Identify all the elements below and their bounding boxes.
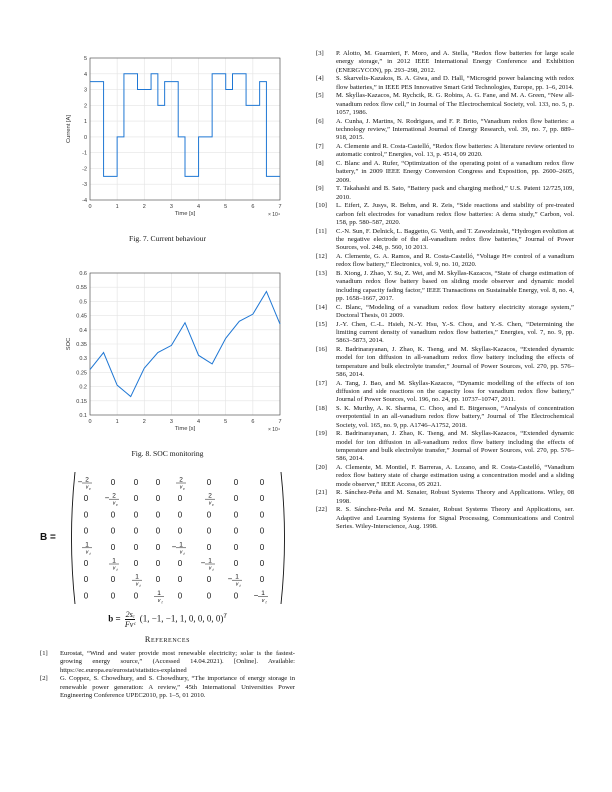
matrix-minus: −: [104, 493, 110, 503]
x-tick-label: 1: [115, 419, 119, 425]
matrix-frac-num: 1: [261, 589, 265, 597]
figure-8: [40, 265, 295, 458]
matrix-frac-num: 1: [208, 557, 212, 565]
matrix-frac-num: 1: [135, 573, 139, 581]
reference-item: [22] R. S. Sánchez-Peña and M. Sznaier, Robust Systems Theory and Applications, ser. Adaptive and Learning Systems for Signal Processing, Communications and Control Series. Wiley-Interscience, Aug. 1998.: [316, 506, 574, 530]
matrix-cell: 0: [155, 559, 161, 568]
matrix-left-paren: [72, 472, 76, 604]
matrix-frac-num: 2: [179, 476, 183, 484]
matrix-cell: 0: [206, 510, 212, 520]
reference-item: [10] L. Eifert, Z. Jusys, R. Behm, and R. Zeis, “Side reactions and stability of pre-treated carbon felt electrodes for vanadium redox flow batteries: A dems study,” Carbon, vol. 158, pp. 580–587, 2020.: [316, 202, 574, 226]
matrix-frac-den: v: [179, 484, 183, 491]
matrix-cell: 0: [259, 575, 265, 585]
reference-item: [21] R. Sánchez-Peña and M. Sznaier, Robust Systems Theory and Applications. Wiley, 08 1998.: [316, 489, 574, 505]
y-tick-label: -2: [82, 166, 87, 173]
matrix-frac-num: 2: [112, 492, 116, 500]
reference-item: [4] S. Skarvelis-Kazakos, B. A. Giwa, and D. Hall, “Microgrid power balancing with redox flow batteries,” in IEEE PES Innovative Smart Grid Technologies, Europe, pp. 1–6, 2014.: [316, 75, 574, 91]
matrix-cell: 0: [233, 478, 239, 487]
b-vector-lhs: b =: [108, 613, 121, 624]
matrix-frac-den: v: [235, 581, 239, 588]
matrix-cell: 0: [233, 510, 239, 520]
matrix-frac-sub: c: [183, 487, 185, 491]
matrix-cell: 0: [259, 494, 265, 504]
x-tick-label: 5: [224, 419, 228, 425]
x-tick-label: 5: [224, 204, 228, 210]
matrix-frac-sub: c: [212, 503, 214, 508]
figure-7: [40, 50, 295, 243]
matrix-minus: −: [77, 477, 83, 487]
matrix-cell: 0: [83, 559, 89, 568]
y-tick-label: -3: [82, 182, 87, 189]
y-axis-label: SOC: [66, 337, 72, 351]
matrix-frac-den: v: [135, 581, 139, 588]
matrix-frac-num: 1: [157, 589, 161, 597]
matrix-cell: 0: [206, 478, 212, 487]
matrix-cell: 0: [133, 510, 139, 520]
y-tick-label: 0.45: [76, 313, 87, 320]
reference-item: [6] A. Cunha, J. Martins, N. Rodrigues, and F. P. Brito, “Vanadium redox flow batteries: a technology review,” International Journal of Energy Research, vol. 39, no. 7, pp. 889–918, 2015.: [316, 117, 574, 142]
matrix-frac-num: 1: [85, 541, 89, 549]
matrix-cell: 0: [110, 542, 116, 552]
reference-item: [2] G. Coppez, S. Chowdhury, and S. Chowdhury, “The importance of energy storage in renewable power generation: A review,” 45th International Universities Power Engineering Conference UPEC2010, pp. 1–5, 01 2010.: [40, 675, 295, 700]
matrix-cell: 0: [177, 591, 183, 601]
matrix-cell: 0: [177, 559, 183, 568]
matrix-frac-den: v: [112, 565, 116, 572]
matrix-frac-den: v: [157, 597, 161, 604]
b-vector-frac-num: 2sₑ: [125, 610, 135, 619]
matrix-cell: 0: [133, 526, 139, 536]
matrix-cell: 0: [155, 478, 161, 487]
y-tick-label: 0.3: [79, 356, 87, 363]
y-tick-label: 2: [83, 103, 87, 110]
matrix-frac-den: v: [85, 484, 89, 491]
matrix-cell: 0: [233, 526, 239, 536]
reference-item: [12] A. Clemente, G. A. Ramos, and R. Costa-Castelló, “Voltage H∞ control of a vanadium redox flow battery,” Electronics, vol. 9, no. 10, 2020.: [316, 252, 574, 269]
reference-item: [19] R. Badrinarayanan, J. Zhao, K. Tseng, and M. Skyllas-Kazacos, “Extended dynamic model for ion diffusion in all-vanadium redox flow battery including the effects of temperature and bulk electrolyte transfer,” Journal of Power Sources, vol. 270, pp. 576–586, 2014.: [316, 430, 574, 463]
y-tick-label: 0.55: [76, 285, 87, 292]
y-tick-label: 0: [83, 134, 87, 141]
y-tick-label: 0.6: [79, 271, 87, 277]
matrix-frac-sub: t: [89, 551, 91, 556]
x-axis-multiplier: × 10⁴: [267, 212, 280, 218]
matrix-cell: 0: [233, 542, 239, 552]
matrix-frac-sub: t: [161, 600, 163, 605]
matrix-frac-sub: t: [212, 568, 214, 572]
y-tick-label: 0.2: [79, 384, 87, 391]
x-tick-label: 0: [88, 419, 92, 425]
matrix-cell: 0: [83, 575, 89, 585]
matrix-cell: 0: [133, 494, 139, 504]
y-tick-label: 0.4: [79, 327, 87, 334]
x-axis-label: Time [s]: [174, 426, 196, 432]
reference-item: [18] S. K. Murthy, A. K. Sharma, C. Choo, and E. Birgersson, “Analysis of concentration overpotential in an all-vanadium redox flow battery,” Journal of The Electrochemical Society, vol. 165, no. 9, pp. A1746–A1752, 2018.: [316, 404, 574, 429]
matrix-minus: −: [171, 542, 177, 552]
x-tick-label: 6: [251, 204, 255, 210]
matrix-cell: 0: [233, 494, 239, 504]
matrix-cell: 0: [110, 591, 116, 601]
matrix-cell: 0: [259, 559, 265, 568]
left-column: [40, 50, 295, 701]
matrix-cell: 0: [155, 542, 161, 552]
matrix-cell: 0: [83, 591, 89, 601]
matrix-cell: 0: [155, 494, 161, 504]
matrix-frac-num: 2: [208, 492, 212, 500]
reference-item: [16] R. Badrinarayanan, J. Zhao, K. Tseng, and M. Skyllas-Kazacos, “Extended dynamic model for ion diffusion in all-vanadium redox flow battery including the effects of temperature and bulk electrolyte transfer,” Journal of Power Sources, vol. 270, pp. 576–586, 2014.: [316, 345, 574, 378]
matrix-cell: 0: [83, 526, 89, 536]
x-tick-label: 2: [142, 419, 146, 425]
x-axis-multiplier: × 10⁴: [267, 427, 280, 433]
matrix-cell: 0: [259, 510, 265, 520]
matrix-cell: 0: [133, 542, 139, 552]
matrix-frac-num: 1: [179, 541, 183, 549]
matrix-cell: 0: [110, 510, 116, 520]
y-tick-label: -4: [82, 198, 87, 204]
y-tick-label: 0.15: [76, 398, 87, 405]
matrix-cell: 0: [155, 510, 161, 520]
matrix-frac-den: v: [112, 500, 116, 507]
reference-item: [11] C.-N. Sun, F. Delnick, L. Baggetto, G. Veith, and T. Zawodzinski, “Hydrogen evolution at the negative electrode of the all-vanadium redox flow batteries,” Journal of Power Sources, vol. 248, p. 560, 10 2013.: [316, 227, 574, 252]
x-tick-label: 4: [197, 419, 201, 425]
y-tick-label: 0.25: [76, 370, 87, 377]
matrix-cell: 0: [259, 526, 265, 536]
y-tick-label: 3: [83, 87, 87, 94]
matrix-frac-sub: t: [183, 551, 185, 556]
matrix-frac-num: 2: [85, 476, 89, 484]
references-right: [316, 50, 574, 532]
matrix-frac-den: v: [208, 565, 212, 572]
matrix-minus: −: [200, 558, 206, 568]
matrix-frac-sub: c: [89, 487, 91, 491]
references-heading: References: [144, 635, 191, 644]
matrix-cell: 0: [259, 542, 265, 552]
matrix-cell: 0: [177, 575, 183, 585]
x-tick-label: 2: [142, 204, 146, 210]
matrix-frac-sub: t: [239, 584, 241, 589]
y-tick-label: 1: [83, 119, 87, 126]
reference-item: [5] M. Skyllas-Kazacos, M. Rychcik, R. G. Robins, A. G. Fane, and M. A. Green, “New all-vanadium redox flow cell,” in Journal of The Electrochemical Society, vol. 133, no. 5, p. 1057, 1986.: [316, 92, 574, 116]
reference-item: [1] Eurostat, “Wind and water provide most renewable electricity; solar is the fastest-growing energy source,” (Accessed 14.04.2021). [Online]. Available: https://ec.europa.eu/eurostat/statistics-explained: [40, 650, 295, 674]
matrix-cell: 0: [206, 526, 212, 536]
matrix-minus: −: [227, 574, 233, 584]
reference-item: [17] A. Tang, J. Bao, and M. Skyllas-Kazacos, “Dynamic modelling of the effects of ion diffusion and side reactions on the capacity loss for vanadium redox flow battery,” Journal of Power Sources, vol. 196, no. 24, pp. 10737–10747, 2011.: [316, 379, 574, 404]
current-chart: [40, 50, 295, 225]
soc-chart: [40, 265, 295, 440]
figure-7-caption: Fig. 7. Current behaviour: [129, 234, 206, 243]
y-tick-label: 0.35: [76, 342, 87, 348]
matrix-frac-den: v: [208, 500, 212, 507]
matrix-frac-sub: t: [139, 584, 141, 589]
matrix-cell: 0: [83, 510, 89, 520]
b-vector-frac-den: Fvᶜ: [124, 620, 136, 629]
matrix-B: [40, 466, 295, 606]
matrix-minus: −: [253, 590, 259, 600]
matrix-cell: 0: [133, 478, 139, 487]
references-left: [40, 650, 295, 700]
matrix-cell: 0: [110, 478, 116, 487]
matrix-cell: 0: [133, 591, 139, 601]
matrix-frac-sub: t: [116, 568, 118, 572]
matrix-frac-den: v: [179, 549, 183, 556]
x-tick-label: 4: [197, 204, 201, 210]
matrix-cell: 0: [110, 526, 116, 536]
matrix-frac-den: v: [85, 549, 89, 556]
reference-item: [14] C. Blanc, “Modeling of a vanadium redox flow battery electricity storage system,” Doctoral Thesis, 01 2009.: [316, 303, 574, 319]
reference-item: [3] P. Alotto, M. Guarnieri, F. Moro, and A. Stella, “Redox flow batteries for large scale energy storage,” in 2012 IEEE International Energy Conference and Exhibition (ENERGYCON), pp. 293–298, 2012.: [316, 50, 574, 74]
x-tick-label: 3: [169, 204, 173, 210]
x-tick-label: 6: [251, 419, 255, 425]
matrix-cell: 0: [206, 575, 212, 585]
x-tick-label: 0: [88, 204, 92, 210]
matrix-cell: 0: [177, 526, 183, 536]
matrix-cell: 0: [155, 575, 161, 585]
b-vector-rhs: (1, −1, −1, 1, 0, 0, 0, 0): [139, 613, 224, 624]
b-vector-transpose: T: [223, 613, 227, 620]
y-tick-label: 0.1: [79, 413, 87, 419]
y-tick-label: 5: [83, 56, 87, 62]
y-tick-label: -1: [82, 150, 87, 157]
matrix-label: B =: [40, 532, 56, 543]
matrix-equation: [40, 466, 295, 644]
matrix-cell: 0: [206, 542, 212, 552]
matrix-cell: 0: [177, 494, 183, 504]
y-tick-label: 0.5: [79, 299, 87, 306]
plot-area: [90, 58, 280, 200]
matrix-right-paren: [281, 472, 285, 604]
reference-item: [13] B. Xiong, J. Zhao, Y. Su, Z. Wei, and M. Skyllas-Kazacos, “State of charge estimation of vanadium redox flow battery based on sliding mode observer and dynamic model including capacity fading factor,” IEEE Transactions on Sustainable Energy, vol. 8, no. 4, pp. 1658–1667, 2017.: [316, 269, 574, 302]
x-tick-label: 7: [278, 419, 282, 425]
matrix-cell: 0: [206, 591, 212, 601]
matrix-frac-sub: t: [265, 600, 267, 605]
x-tick-label: 1: [115, 204, 119, 210]
y-tick-label: 4: [83, 71, 87, 78]
x-tick-label: 3: [169, 419, 173, 425]
matrix-cell: 0: [110, 575, 116, 585]
reference-item: [7] A. Clemente and R. Costa-Castelló, “Redox flow batteries: A literature review oriented to automatic control,” Energies, vol. 13, p. 4514, 09 2020.: [316, 142, 574, 159]
reference-item: [8] C. Blanc and A. Rufer, “Optimization of the operating point of a vanadium redox flow battery,” in 2009 IEEE Energy Conversion Congress and Exposition, pp. 2600–2605, 2009.: [316, 159, 574, 184]
x-tick-label: 7: [278, 204, 282, 210]
matrix-cell: 0: [259, 478, 265, 487]
matrix-cell: 0: [233, 591, 239, 601]
matrix-frac-sub: c: [116, 503, 118, 508]
matrix-cell: 0: [177, 510, 183, 520]
figure-8-caption: Fig. 8. SOC monitoring: [131, 449, 204, 458]
x-axis-label: Time [s]: [174, 211, 196, 217]
reference-item: [15] J.-Y. Chen, C.-L. Hsieh, N.-Y. Hsu, Y.-S. Chou, and Y.-S. Chen, “Determining the limiting current density of vanadium redox flow batteries,” Energies, vol. 7, no. 9, pp. 5863–5873, 2014.: [316, 320, 574, 345]
reference-item: [9] T. Takahashi and B. Sato, “Battery pack and charging method,” U.S. Patent 12/725,109, 2010.: [316, 185, 574, 201]
matrix-cell: 0: [83, 494, 89, 504]
matrix-frac-num: 1: [235, 573, 239, 581]
matrix-cell: 0: [133, 559, 139, 568]
y-axis-label: Current [A]: [66, 114, 72, 144]
reference-item: [20] A. Clemente, M. Montiel, F. Barreras, A. Lozano, and R. Costa-Castelló, “Vanadium redox flow battery state of charge estimation using a concentration model and a sliding mode observer,” IEEE Access, 05 2021.: [316, 463, 574, 488]
matrix-cell: 0: [233, 559, 239, 568]
matrix-frac-num: 1: [112, 557, 116, 565]
matrix-frac-den: v: [261, 597, 265, 604]
matrix-cell: 0: [155, 526, 161, 536]
